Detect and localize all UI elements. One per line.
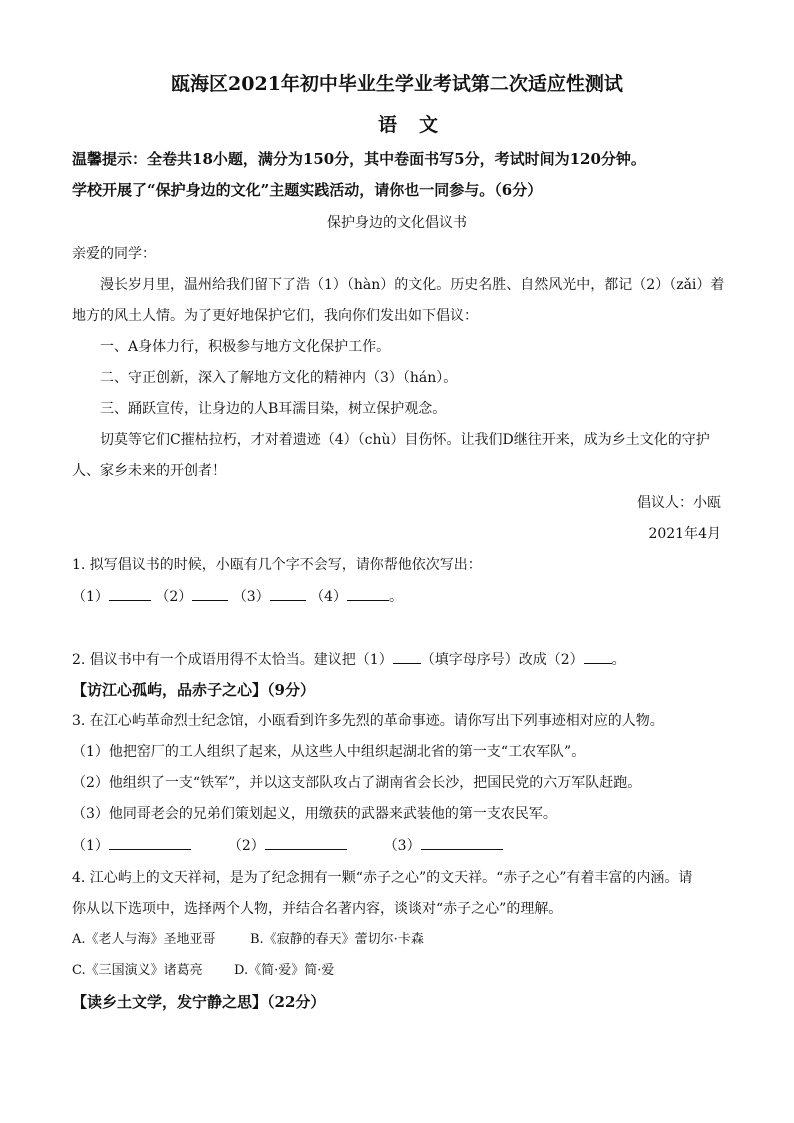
letter-signature: 倡议人：小瓯 [637, 495, 721, 511]
q1-label-3: （3） [232, 589, 270, 605]
q1-label-2: （2） [155, 589, 193, 605]
question-4-option-b: B.《寂静的春天》蕾切尔·卡森 [250, 932, 424, 947]
letter-paragraph2-line1: 切莫等它们C摧枯拉朽，才对着遗迹（4）（chù）目伤怀。让我们D继往开来，成为乡土文化的守护 [100, 432, 710, 448]
letter-paragraph2-line2: 人、家乡未来的开创者！ [72, 463, 226, 479]
question-3-event-1: （1）他把窑厂的工人组织了起来，从这些人中组织起湖北省的第一支“工农军队”。 [72, 744, 586, 760]
q1-end: 。 [389, 589, 404, 605]
letter-paragraph1-line2: 地方的风土人情。为了更好地保护它们，我向你们发出如下倡议： [72, 308, 478, 324]
q1-label-1: （1） [72, 589, 109, 605]
q3-blank-1[interactable] [109, 836, 191, 850]
q3-label-1: （1） [72, 838, 109, 854]
q1-blank-2[interactable] [192, 587, 228, 601]
q1-blank-3[interactable] [270, 587, 306, 601]
question-4-option-a: A.《老人与海》圣地亚哥 [72, 932, 216, 947]
q3-label-3: （3） [383, 838, 421, 854]
section3-heading: 【读乡土文学，发宁静之思】（22分） [72, 993, 326, 1011]
question-4-option-c: C.《三国演义》诸葛亮 [72, 963, 203, 978]
letter-item-1: 一、A身体力行，积极参与地方文化保护工作。 [100, 339, 391, 355]
question-3-stem: 3. 在江心屿革命烈士纪念馆，小瓯看到许多先烈的革命事迹。请你写出下列事迹相对应的人物。 [72, 713, 664, 729]
q2-part1: 2. 倡议书中有一个成语用得不太恰当。建议把（1） [72, 652, 393, 668]
letter-salutation: 亲爱的同学： [72, 246, 156, 262]
question-3-event-3: （3）他同哥老会的兄弟们策划起义，用缴获的武器来武装他的第一支农民军。 [72, 806, 557, 822]
question-3-answers [72, 836, 503, 855]
section1-intro: 学校开展了“保护身边的文化”主题实践活动，请你也一同参与。（6分） [72, 181, 543, 199]
exam-notice: 温馨提示：全卷共18小题，满分为150分，其中卷面书写5分，考试时间为120分钟。 [72, 150, 646, 168]
q3-blank-2[interactable] [265, 836, 347, 850]
exam-title: 瓯海区2021年初中毕业生学业考试第二次适应性测试 [171, 73, 623, 95]
letter-date: 2021年4月 [648, 526, 721, 542]
q2-blank-2[interactable] [584, 650, 612, 664]
question-3-event-2: （2）他组织了一支“铁军”，并以这支部队攻占了湖南省会长沙，把国民党的六万军队赶跑。 [72, 775, 642, 791]
q1-label-4: （4） [310, 589, 348, 605]
q2-blank-1[interactable] [393, 650, 421, 664]
q3-label-2: （2） [227, 838, 265, 854]
letter-item-2: 二、守正创新，深入了解地方文化的精神内（3）（hán）。 [100, 370, 458, 386]
question-4-option-d: D.《简·爱》简·爱 [234, 963, 335, 978]
q1-blank-1[interactable] [109, 587, 151, 601]
q3-blank-3[interactable] [421, 836, 503, 850]
question-1-answers [72, 587, 403, 606]
question-4-line2: 你从以下选项中，选择两个人物，并结合名著内容，谈谈对“赤子之心”的理解。 [72, 901, 563, 917]
section2-heading: 【访江心孤屿，品赤子之心】（9分） [72, 681, 315, 699]
question-4-line1: 4. 江心屿上的文天祥祠，是为了纪念拥有一颗“赤子之心”的文天祥。“赤子之心”有着丰富的内涵。请 [72, 870, 693, 886]
letter-item-3: 三、踊跃宣传，让身边的人B耳濡目染，树立保护观念。 [100, 401, 447, 417]
q2-part2: （填字母序号）改成（2） [420, 652, 584, 668]
letter-title: 保护身边的文化倡议书 [327, 215, 467, 231]
subject-title: 语文 [377, 114, 460, 136]
question-2 [72, 650, 626, 669]
q1-blank-4[interactable] [347, 587, 389, 601]
letter-paragraph1-line1: 漫长岁月里，温州给我们留下了浩（1）（hàn）的文化。历史名胜、自然风光中，都记（2）（zǎi）着 [100, 277, 725, 293]
q2-end: 。 [611, 652, 626, 668]
question-1-stem: 1. 拟写倡议书的时候，小瓯有几个字不会写，请你帮他依次写出： [72, 557, 482, 573]
